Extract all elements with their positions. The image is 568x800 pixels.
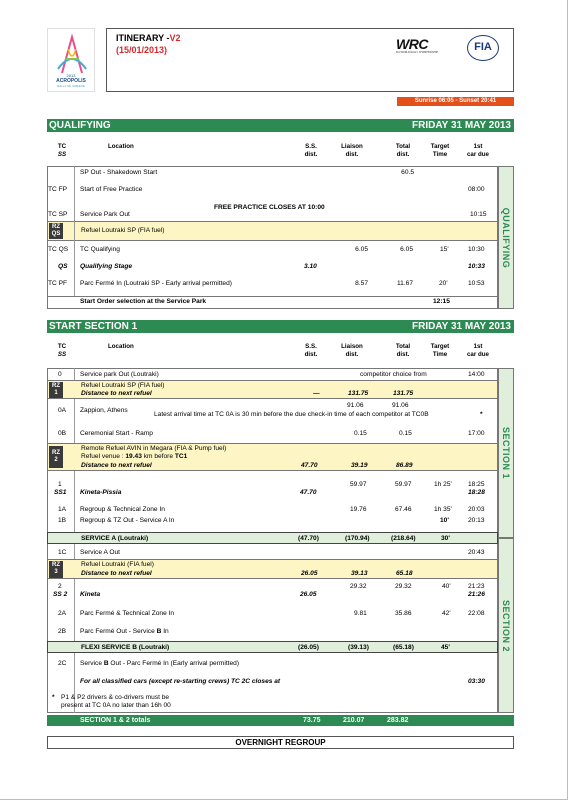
- table-row: 0A Zappion, Athens 91.06 91.06 Latest arrival time at TC 0A is 30 min before the due check-in time of each competitor at TC0B *: [58, 402, 483, 418]
- table-row: TC PF Parc Fermé In (Loutraki SP - Early arrival permitted) 8.57 11.67 20' 10:53: [48, 280, 485, 287]
- itinerary-date: (15/01/2013): [116, 45, 168, 55]
- section1-header: [47, 320, 514, 333]
- logo-name: ACROPOLIS: [56, 78, 86, 84]
- itinerary-title: ITINERARY -V2: [116, 33, 181, 43]
- totals-liaison: 210.07: [343, 717, 365, 724]
- table-row: TC QS TC Qualifying 6.05 6.05 15' 10:30: [48, 246, 485, 253]
- table-row-service: SERVICE A (Loutraki) (47.70) (170.94) (218.64) 30': [47, 532, 498, 544]
- sunrise-sunset-bar: Sunrise 06:05 - Sunset 20:41: [397, 97, 514, 106]
- table-row-refuel: RZ 1 Refuel Loutraki SP (FIA fuel) Distance to next refuel — 131.75 131.75: [47, 380, 498, 399]
- col-location: Location: [108, 343, 134, 350]
- table-row: 0 Service park Out (Loutraki) competitor choice from 14:00: [58, 371, 485, 378]
- section1-title: START SECTION 1: [49, 321, 138, 332]
- col-ss-dist: S.S. dist.: [304, 143, 318, 158]
- table-row: FREE PRACTICE CLOSES AT 10:00: [214, 204, 325, 211]
- table-row: 2A Parc Fermé & Technical Zone In 9.81 35.86 42' 22:08: [58, 610, 485, 617]
- fia-logo: FIA: [467, 35, 499, 61]
- qualifying-header: [47, 119, 514, 132]
- col-total: Total dist.: [395, 143, 411, 158]
- table-row: 1B Regroup & TZ Out - Service A In 10' 20:13: [58, 517, 485, 524]
- table-row: 0B Ceremonial Start - Ramp 0.15 0.15 17:00: [58, 430, 485, 437]
- table-row-service: FLEXI SERVICE B (Loutraki) (26.05) (39.13) (65.18) 45': [47, 641, 498, 653]
- acropolis-logo: [47, 28, 95, 92]
- qualifying-date: FRIDAY 31 MAY 2013: [412, 120, 511, 131]
- section2-side-label: SECTION 2: [498, 538, 514, 713]
- col-first-car: 1st car due: [466, 143, 489, 158]
- table-row: 2C Service B Out - Parc Fermé In (Early arrival permitted): [58, 660, 240, 667]
- section1-date: FRIDAY 31 MAY 2013: [412, 321, 511, 332]
- wrc-logo: WRC FIA WORLD RALLY CHAMPIONSHIP: [396, 36, 439, 54]
- col-target: Target Time: [430, 343, 450, 358]
- refuel-zone-badge: RZ QS: [49, 223, 63, 239]
- qualifying-title: QUALIFYING: [49, 120, 111, 131]
- col-liaison: Liaison dist.: [341, 143, 363, 158]
- table-row-stage: 2 SS 2 Kineta 26.05 29.32 29.32 40' 21:23 21:26: [53, 583, 485, 598]
- table-row: QS Qualifying Stage 3.10 10:33: [58, 263, 485, 270]
- totals-total: 283.82: [387, 717, 409, 724]
- table-row-refuel: RZ QS Refuel Loutraki SP (FIA fuel): [47, 221, 498, 241]
- table-row-refuel: RZ 2 Remote Refuel AVIN in Megara (FIA & Pump fuel) Refuel venue : 19.43 km before TC1 Distance to next refuel 47.70 39.19 86.89: [47, 443, 498, 471]
- col-liaison: Liaison dist.: [341, 343, 363, 358]
- table-row: 1C Service A Out 20:43: [58, 549, 485, 556]
- table-row: Start Order selection at the Service Park 12:15: [47, 296, 498, 305]
- table-row: TC FP Start of Free Practice 08:00: [48, 186, 485, 193]
- col-first-car: 1st car due: [466, 343, 489, 358]
- table-row: SP Out - Shakedown Start 60.5: [80, 169, 414, 176]
- col-tc: TC SS: [57, 143, 67, 158]
- divider: [74, 166, 75, 296]
- totals-ss: 73.75: [303, 717, 321, 724]
- refuel-zone-badge: RZ 3: [49, 561, 63, 578]
- logo-sub: RALLY OF GREECE: [57, 84, 85, 88]
- refuel-zone-badge: RZ 2: [49, 446, 63, 468]
- table-row-stage: 1 SS1 Kineta-Pissia 47.70 59.97 59.97 1h 25' 18:25 18:28: [54, 481, 485, 496]
- col-total: Total dist.: [395, 343, 411, 358]
- table-row-refuel: RZ 3 Refuel Loutraki (FIA fuel) Distance to next refuel 26.05 39.13 65.18: [47, 559, 498, 579]
- totals-label: SECTION 1 & 2 totals: [80, 717, 151, 724]
- col-ss-dist: S.S. dist.: [304, 343, 318, 358]
- table-row: 2B Parc Fermé Out - Service B In: [58, 628, 169, 635]
- table-row: For all classified cars (except re-starting crews) TC 2C closes at 03:30: [80, 678, 485, 685]
- table-row: TC SP Service Park Out 10:15: [48, 211, 487, 218]
- col-target: Target Time: [430, 143, 450, 158]
- footnote: * P1 & P2 drivers & co-drivers must be present at TC 0A no later than 16h 00: [52, 694, 171, 709]
- overnight-regroup: OVERNIGHT REGROUP: [47, 736, 514, 749]
- section1-side-label: SECTION 1: [498, 368, 514, 538]
- col-location: Location: [108, 143, 134, 150]
- qualifying-side-label: QUALIFYING: [498, 166, 514, 309]
- logo-year: 2013: [66, 73, 76, 78]
- refuel-zone-badge: RZ 1: [49, 382, 63, 398]
- totals-bar: [47, 715, 514, 726]
- col-tc: TC SS: [57, 343, 67, 358]
- table-row: 1A Regroup & Technical Zone In 19.76 67.46 1h 35' 20:03: [58, 506, 485, 513]
